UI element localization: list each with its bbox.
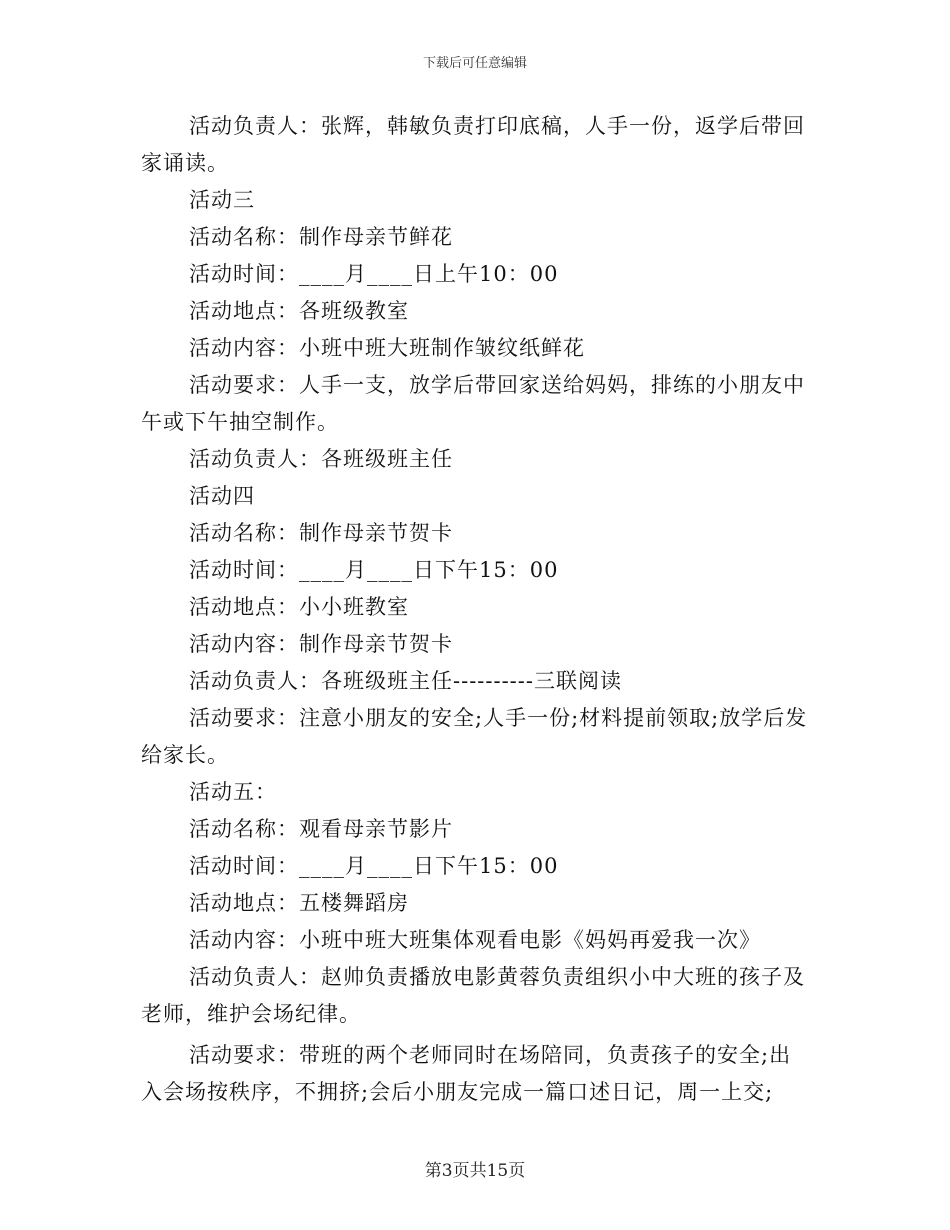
heading-activity-5: 活动五： xyxy=(189,780,277,804)
paragraph-activity-4-name: 活动名称：制作母亲节贺卡 xyxy=(189,521,453,545)
paragraph-activity-5-requirements: 活动要求：带班的两个老师同时在场陪同，负责孩子的安全;出入会场按秩序，不拥挤;会后小朋友完成一篇口述日记，周一上交; xyxy=(141,1043,792,1104)
paragraph-activity-4-location: 活动地点：小小班教室 xyxy=(189,595,409,619)
heading-activity-4: 活动四 xyxy=(189,484,255,508)
paragraph-activity-4-content: 活动内容：制作母亲节贺卡 xyxy=(189,632,453,656)
paragraph-activity-3-name: 活动名称：制作母亲节鲜花 xyxy=(189,225,453,249)
document-body xyxy=(141,108,811,1111)
paragraph-activity-3-requirements: 活动要求：人手一支，放学后带回家送给妈妈，排练的小朋友中午或下午抽空制作。 xyxy=(141,373,805,434)
paragraph-activity-4-requirements: 活动要求：注意小朋友的安全;人手一份;材料提前领取;放学后发给家长。 xyxy=(141,706,808,767)
paragraph-activity-5-name: 活动名称：观看母亲节影片 xyxy=(189,817,453,841)
heading-activity-3: 活动三 xyxy=(189,188,255,212)
page-header: 下载后可任意编辑 xyxy=(422,56,527,71)
paragraph-activity-3-time: 活动时间：____月____日上午10：00 xyxy=(189,262,559,286)
paragraph-activity-4-owner: 活动负责人：各班级班主任----------三联阅读 xyxy=(189,669,622,693)
paragraph-activity-5-location: 活动地点：五楼舞蹈房 xyxy=(189,891,409,915)
paragraph-activity-2-owner: 活动负责人：张辉，韩敏负责打印底稿，人手一份，返学后带回家诵读。 xyxy=(141,114,805,175)
paragraph-activity-3-location: 活动地点：各班级教室 xyxy=(189,299,409,323)
paragraph-activity-4-time: 活动时间：____月____日下午15：00 xyxy=(189,558,559,582)
page-number: 第3页共15页 xyxy=(424,1161,526,1181)
paragraph-activity-5-owner: 活动负责人：赵帅负责播放电影黄蓉负责组织小中大班的孩子及老师，维护会场纪律。 xyxy=(141,965,805,1026)
paragraph-activity-5-time: 活动时间：____月____日下午15：00 xyxy=(189,854,559,878)
paragraph-activity-3-content: 活动内容：小班中班大班制作皱纹纸鲜花 xyxy=(189,336,585,360)
paragraph-activity-5-content: 活动内容：小班中班大班集体观看电影《妈妈再爱我一次》 xyxy=(189,928,761,952)
paragraph-activity-3-owner: 活动负责人：各班级班主任 xyxy=(189,447,453,471)
